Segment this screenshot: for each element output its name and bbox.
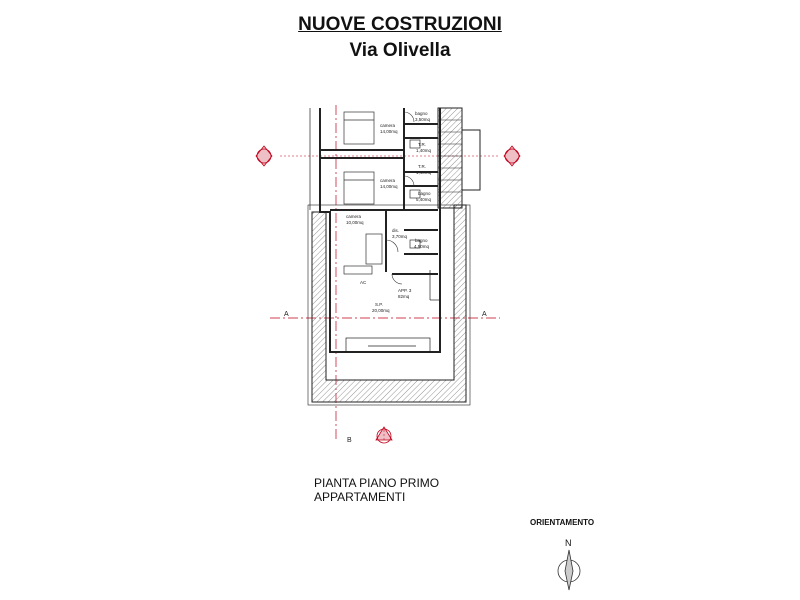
label-tr2: T.R. — [418, 164, 427, 169]
north-arrow-icon — [558, 550, 580, 590]
area-camera1: 14,00mq — [380, 129, 398, 134]
label-dis: dis. — [392, 228, 400, 233]
area-dis: 3,70mq — [392, 234, 408, 239]
label-camera3: camera — [346, 214, 362, 219]
stair — [438, 108, 462, 208]
section-a-left: A — [284, 311, 289, 318]
label-sp: S.P. — [375, 302, 383, 307]
area-camera3: 10,00mq — [346, 220, 364, 225]
drawing-subtitle: Via Olivella — [349, 40, 451, 61]
section-a-right: A — [482, 311, 487, 318]
terrace-hatch — [312, 205, 466, 402]
label-bagno1: bagno — [415, 111, 428, 116]
area-sp: 20,00mq — [372, 308, 390, 313]
label-app: APP. 3 — [398, 288, 412, 293]
area-camera2: 14,00mq — [380, 184, 398, 189]
orientation-label: ORIENTAMENTO — [530, 518, 595, 527]
label-camera1: camera — [380, 123, 396, 128]
plan-caption-subtitle: APPARTAMENTI — [314, 490, 406, 504]
north-label: N — [565, 538, 572, 548]
section-b-bottom: B — [347, 437, 352, 444]
plan-caption-title: PIANTA PIANO PRIMO — [314, 476, 440, 490]
area-tr2: 1,40mq — [416, 170, 432, 175]
label-ac: AC — [360, 280, 367, 285]
drawing-title: NUOVE COSTRUZIONI — [298, 14, 502, 35]
elevation-marker-east — [504, 146, 520, 166]
area-bagno2: 5,40mq — [416, 197, 432, 202]
area-tr1: 1,40mq — [416, 148, 432, 153]
label-bagno3: bagno — [415, 238, 428, 243]
area-bagno3: 4,50mq — [414, 244, 430, 249]
label-bagno2: bagno — [418, 191, 431, 196]
elevation-marker-south — [376, 427, 392, 443]
label-tr1: T.R. — [418, 142, 427, 147]
elevation-marker-west — [256, 146, 272, 166]
label-camera2: camera — [380, 178, 396, 183]
area-app: 82mq — [398, 294, 410, 299]
area-bagno1: 3,50mq — [415, 117, 431, 122]
